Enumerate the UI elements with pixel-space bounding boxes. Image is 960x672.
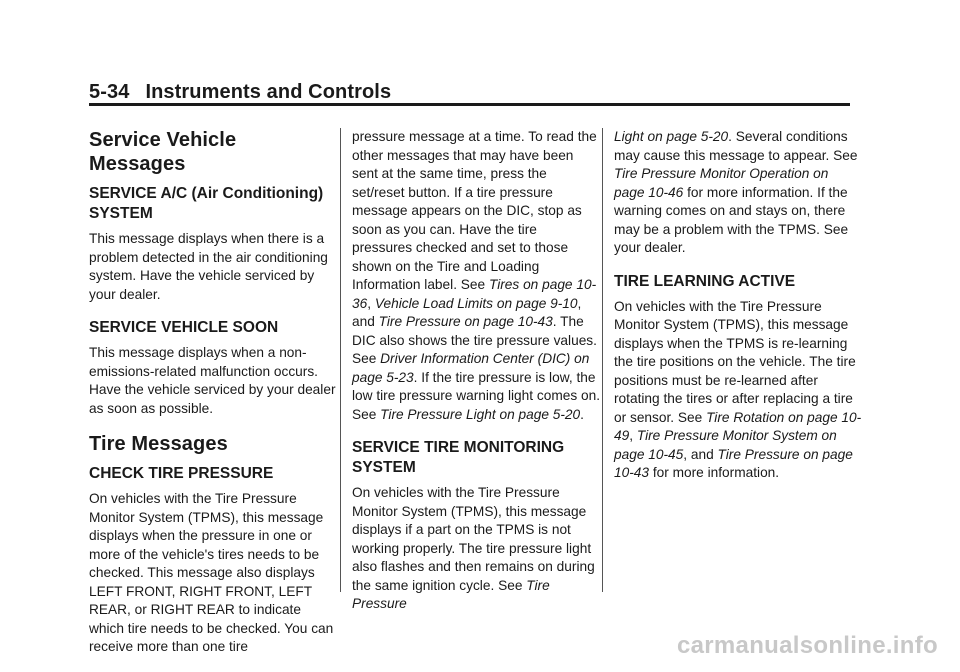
header-rule	[89, 103, 850, 106]
paragraph-check-tire-pressure: On vehicles with the Tire Pressure Monitor System (TPMS), this message displays when the pressure in one or more of the vehicle's tires needs to be checked. This message also displays LEFT FRONT, RIGHT FRONT, LEFT REAR, or RIGHT REAR to indicate which tire needs to be checked. You can receive more than one tire	[89, 491, 334, 654]
heading-tire-messages: Tire Messages	[89, 433, 228, 455]
column-divider-1	[340, 128, 341, 592]
page-number: 5-34	[89, 81, 130, 103]
link-tpms-system[interactable]: Tire Pressure Monitor System on page 10-45	[614, 428, 837, 462]
link-tire-pressure-light-end[interactable]: Light on page 5-20	[614, 129, 729, 144]
paragraph-service-vehicle-soon: This message displays when a non-emissions-related malfunction occurs. Have the vehicle serviced by your dealer as soon as possible.	[89, 345, 336, 416]
link-tire-pressure-light-start[interactable]: Tire Pressure	[352, 577, 550, 611]
link-tire-pressure[interactable]: Tire Pressure on page 10-43	[378, 314, 553, 329]
link-driver-information-center[interactable]: Driver Information Center (DIC) on page 5-23	[352, 351, 590, 385]
heading-check-tire-pressure: CHECK TIRE PRESSURE	[89, 465, 274, 482]
heading-service-tire-monitoring: SERVICE TIRE MONITORING SYSTEM	[352, 439, 565, 476]
paragraph-tire-learning-active: On vehicles with the Tire Pressure Monitor System (TPMS), this message displays when the TPMS is re-learning the tire positions on the vehicle. The tire positions must be re-learned after rotating the tires or after replacing a tire or sensor. See Tire Rotation on page 10-49, Tire Pressure Monitor System on page 10-45, and Tire Pressure on page 10-43 for more information.	[614, 298, 862, 480]
column-2	[352, 128, 600, 624]
section-title: Instruments and Controls	[145, 81, 392, 103]
paragraph-tire-pressure-continued: pressure message at a time. To read the other messages that may have been sent at the same time, press the set/reset button. If a tire pressure message appears on the DIC, stop as soon as you can. Have the tire pressures checked and set to those shown on the Tire and Loading Information label. See Tires on page 10-36, Vehicle Load Limits on page 9-10, and Tire Pressure on page 10-43. The DIC also shows the tire pressure values. See Driver Information Center (DIC) on page 5-23. If the tire pressure is low, the low tire pressure warning light comes on. See Tire Pressure Light on page 5-20.	[352, 129, 601, 422]
heading-service-ac: SERVICE A/C (Air Conditioning) SYSTEM	[89, 185, 324, 222]
column-divider-2	[602, 128, 603, 592]
link-tire-pressure-2[interactable]: Tire Pressure on page 10-43	[614, 446, 853, 480]
paragraph-service-tire-monitoring-continued: Light on page 5-20. Several conditions may cause this message to appear. See Tire Pressure Monitor Operation on page 10-46 for more information. If the warning comes on and stays on, there may be a problem with the TPMS. See your dealer.	[614, 129, 858, 255]
link-tires[interactable]: Tires on page 10-36	[352, 277, 597, 311]
paragraph-service-ac: This message displays when there is a problem detected in the air conditioning system. Have the vehicle serviced by your dealer.	[89, 231, 328, 302]
link-tpms-operation[interactable]: Tire Pressure Monitor Operation on page 10-46	[614, 166, 829, 200]
column-3	[614, 128, 862, 493]
heading-service-vehicle-soon: SERVICE VEHICLE SOON	[89, 319, 279, 336]
link-tire-pressure-light[interactable]: Tire Pressure Light on page 5-20	[380, 406, 581, 422]
column-1	[89, 128, 337, 667]
heading-tire-learning-active: TIRE LEARNING ACTIVE	[614, 272, 796, 290]
paragraph-service-tire-monitoring: On vehicles with the Tire Pressure Monitor System (TPMS), this message displays if a part on the TPMS is not working properly. The tire pressure light also flashes and then remains on during the same ignition cycle. See Tire Pressure	[352, 485, 595, 611]
heading-service-vehicle-messages: Service Vehicle Messages	[89, 129, 237, 175]
link-tire-rotation[interactable]: Tire Rotation on page 10-49	[614, 409, 862, 443]
link-vehicle-load-limits[interactable]: Vehicle Load Limits on page 9-10	[374, 295, 578, 311]
page-header	[89, 81, 391, 104]
watermark: carmanualsonline.info	[676, 632, 938, 659]
